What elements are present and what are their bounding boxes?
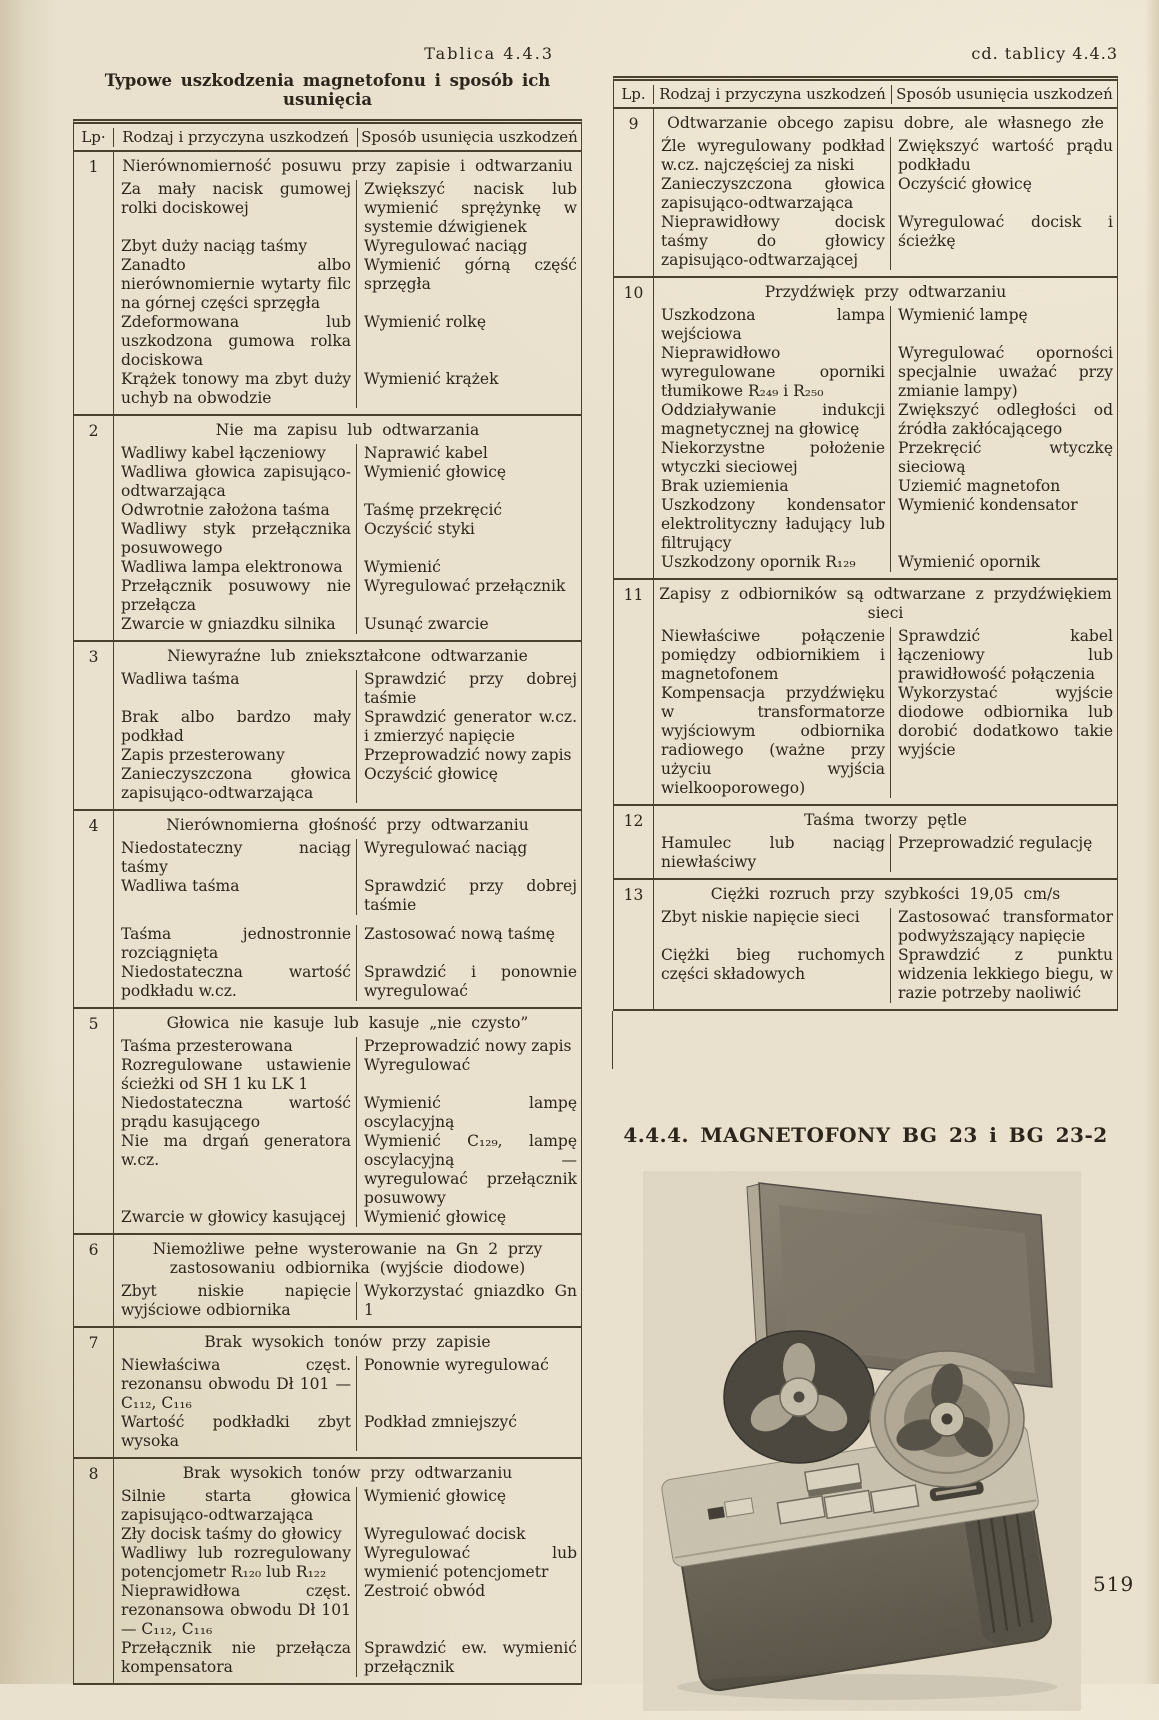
fault-cause: Wadliwa taśma <box>114 670 357 708</box>
cause-remedy-pair <box>654 439 1117 477</box>
row-body <box>114 1459 581 1683</box>
fault-remedy: Wyregulować docisk <box>364 1525 526 1543</box>
fault-remedy: Wymienić kondensator <box>898 496 1078 514</box>
fault-cause: Uszkodzona lampa wejściowa <box>654 306 891 344</box>
table-row <box>74 1457 581 1683</box>
fault-title: Odtwarzanie obcego zapisu dobre, ale własnego złe <box>667 114 1104 132</box>
cause-remedy-pair <box>114 963 581 1001</box>
tape-recorder-photo <box>639 1171 1085 1716</box>
fault-cause: Źle wyregulowany podkład w.cz. najczęściej za niski <box>654 137 891 175</box>
table-row <box>614 578 1117 804</box>
fault-remedy: Zwiększyć nacisk lub wymienić sprężynkę w systemie dźwigienek <box>364 180 577 236</box>
fault-remedy: Wykorzystać gniazdko Gn 1 <box>364 1282 577 1319</box>
cause-remedy-pair <box>114 670 581 708</box>
cause-remedy-pair <box>654 306 1117 344</box>
fault-cause: Zanadto albo nierównomiernie wytarty filc na górnej części sprzęgła <box>114 256 357 313</box>
row-number: 9 <box>614 109 654 276</box>
fault-remedy: Wymienić głowicę <box>364 1487 507 1505</box>
cause-remedy-pair <box>654 344 1117 401</box>
table-row <box>74 640 581 809</box>
fault-cause: Krążek tonowy ma zbyt duży uchyb na obwodzie <box>114 370 357 408</box>
cause-remedy-pair <box>654 684 1117 798</box>
cause-remedy-pair <box>114 1282 581 1320</box>
fault-remedy: Oczyścić styki <box>364 520 475 538</box>
fault-cause: Niedostateczny naciąg taśmy <box>114 839 357 877</box>
fault-remedy: Wyregulować przełącznik <box>364 577 566 595</box>
cause-remedy-pair <box>114 1487 581 1525</box>
table-header-row <box>74 124 581 152</box>
fault-remedy: Wymienić głowicę <box>364 463 507 481</box>
cause-remedy-pair <box>114 520 581 558</box>
row-body <box>654 580 1117 804</box>
table-header-row <box>614 81 1117 109</box>
cause-remedy-pair <box>114 577 581 615</box>
fault-cause: Kompensacja przydźwięku w transformatorze wyjściowym odbiornika radiowego (ważne przy użyciu wyjścia wielkooporowego) <box>654 684 891 798</box>
fault-cause: Zbyt duży naciąg taśmy <box>114 237 357 256</box>
header-cause-column: Rodzaj i przyczyna uszkodzeń <box>114 128 358 147</box>
fault-cause: Wadliwy kabel łączeniowy <box>114 444 357 463</box>
fault-remedy: Wymienić rolkę <box>364 313 486 331</box>
cause-remedy-pair <box>114 1056 581 1094</box>
cause-remedy-pair <box>114 256 581 313</box>
page-number: 519 <box>1093 1572 1135 1596</box>
row-body <box>654 109 1117 276</box>
cause-remedy-pair <box>114 370 581 408</box>
cause-remedy-pair <box>114 444 581 463</box>
row-number: 5 <box>74 1009 114 1233</box>
row-body <box>654 278 1117 578</box>
row-number: 10 <box>614 278 654 578</box>
table-row <box>74 1326 581 1457</box>
fault-cause: Uszkodzony opornik R₁₂₉ <box>654 553 891 572</box>
fault-cause: Nie ma drgań generatora w.cz. <box>114 1132 357 1208</box>
fault-remedy: Wymienić głowicę <box>364 1208 507 1226</box>
fault-cause: Uszkodzony kondensator elektrolityczny ładujący lub filtrujący <box>654 496 891 553</box>
fault-remedy: Zestroić obwód <box>364 1582 486 1600</box>
cause-remedy-pair <box>114 877 581 915</box>
cause-remedy-pair <box>114 1356 581 1413</box>
fault-remedy: Zastosować nową taśmę <box>364 925 555 943</box>
fault-remedy: Wyregulować oporności specjalnie uważać przy zmianie lampy) <box>898 344 1113 400</box>
fault-remedy: Wyregulować <box>364 1056 471 1074</box>
fault-remedy: Podkład zmniejszyć <box>364 1413 517 1431</box>
fault-remedy: Wyregulować naciąg <box>364 839 528 857</box>
page-title: Typowe uszkodzenia magnetofonu i sposób ich usunięcia <box>104 71 551 109</box>
fault-cause: Zbyt niskie napięcie sieci <box>654 908 891 946</box>
fault-remedy: Sprawdzić przy dobrej taśmie <box>364 670 577 707</box>
row-body <box>114 811 581 1007</box>
fault-cause: Zdeformowana lub uszkodzona gumowa rolka dociskowa <box>114 313 357 370</box>
row-number: 4 <box>74 811 114 1007</box>
row-body <box>114 642 581 809</box>
row-body <box>654 880 1117 1009</box>
row-number: 1 <box>74 152 114 414</box>
fault-remedy: Taśmę przekręcić <box>364 501 503 519</box>
fault-cause: Nieprawidłowa częst. rezonansowa obwodu Dł 101 — C₁₁₂, C₁₁₆ <box>114 1582 357 1639</box>
row-body <box>114 1235 581 1326</box>
fault-remedy: Zwiększyć odległości od źródła zakłócającego <box>898 401 1113 438</box>
cause-remedy-pair <box>114 1094 581 1132</box>
fault-title: Ciężki rozruch przy szybkości 19,05 cm/s <box>710 885 1061 903</box>
column-divider <box>612 1011 614 1069</box>
faults-table-right <box>613 76 1118 1011</box>
cause-remedy-pair <box>114 1544 581 1582</box>
table-row <box>614 276 1117 578</box>
cause-remedy-pair <box>654 477 1117 496</box>
fault-remedy: Przeprowadzić nowy zapis <box>364 746 572 764</box>
fault-remedy: Wymienić C₁₂₉, lampę oscylacyjną — wyregulować przełącznik posuwowy <box>364 1132 577 1207</box>
fault-remedy: Naprawić kabel <box>364 444 488 462</box>
fault-remedy: Przeprowadzić nowy zapis <box>364 1037 572 1055</box>
cause-remedy-pair <box>114 708 581 746</box>
row-number: 7 <box>74 1328 114 1457</box>
cause-remedy-pair <box>114 1525 581 1544</box>
fault-cause: Nieprawidłowy docisk taśmy do głowicy zapisująco-odtwarzającej <box>654 213 891 270</box>
cause-remedy-pair <box>654 834 1117 872</box>
fault-title: Zapisy z odbiorników są odtwarzane z przydźwiękiem sieci <box>659 585 1112 622</box>
table-body <box>614 109 1117 1009</box>
table-row <box>614 804 1117 878</box>
cause-remedy-pair <box>654 175 1117 213</box>
left-column <box>73 44 582 1685</box>
table-body <box>74 152 581 1683</box>
header-lp: Lp. <box>614 85 654 104</box>
right-table-caption: cd. tablicy 4.4.3 <box>971 44 1118 63</box>
fault-title: Brak wysokich tonów przy odtwarzaniu <box>182 1464 513 1482</box>
fault-remedy: Wyregulować docisk i ścieżkę <box>898 213 1113 250</box>
fault-remedy: Zwiększyć wartość prądu podkładu <box>898 137 1113 174</box>
header-cause-column: Rodzaj i przyczyna uszkodzeń <box>654 85 892 104</box>
fault-remedy: Sprawdzić z punktu widzenia lekkiego biegu, w razie potrzeby naoliwić <box>898 946 1113 1002</box>
fault-remedy: Usunąć zwarcie <box>364 615 489 633</box>
fault-remedy: Sprawdzić ew. wymienić przełącznik <box>364 1639 577 1676</box>
fault-cause: Niekorzystne położenie wtyczki sieciowej <box>654 439 891 477</box>
faults-table-left <box>73 119 582 1685</box>
cause-remedy-pair <box>114 1582 581 1639</box>
fault-remedy: Sprawdzić kabel łączeniowy lub prawidłowość połączenia <box>898 627 1113 683</box>
fault-cause: Zły docisk taśmy do głowicy <box>114 1525 357 1544</box>
fault-cause: Silnie starta głowica zapisująco-odtwarzająca <box>114 1487 357 1525</box>
fault-remedy: Oczyścić głowicę <box>898 175 1032 193</box>
fault-remedy: Ponownie wyregulować <box>364 1356 549 1374</box>
fault-title: Taśma tworzy pętle <box>804 811 967 829</box>
row-number: 3 <box>74 642 114 809</box>
cause-remedy-pair <box>114 765 581 803</box>
fault-remedy: Wykorzystać wyjście diodowe odbiornika lub dorobić dodatkowo takie wyjście <box>898 684 1113 759</box>
table-row <box>74 1233 581 1326</box>
fault-cause: Przełącznik posuwowy nie przełącza <box>114 577 357 615</box>
fault-remedy: Wymienić krążek <box>364 370 499 388</box>
fault-title: Głowica nie kasuje lub kasuje „nie czysto” <box>166 1014 529 1032</box>
fault-title: Nierównomierność posuwu przy zapisie i odtwarzaniu <box>122 157 573 175</box>
row-number: 11 <box>614 580 654 804</box>
fault-remedy: Przeprowadzić regulację <box>898 834 1093 852</box>
cause-remedy-pair <box>114 925 581 963</box>
fault-cause: Niewłaściwa częst. rezonansu obwodu Dł 101 — C₁₁₂, C₁₁₆ <box>114 1356 357 1413</box>
fault-cause: Oddziaływanie indukcji magnetycznej na głowicę <box>654 401 891 439</box>
fault-cause: Ciężki bieg ruchomych części składowych <box>654 946 891 1003</box>
row-number: 6 <box>74 1235 114 1326</box>
cause-remedy-pair <box>114 746 581 765</box>
table-row <box>74 414 581 640</box>
fault-remedy: Sprawdzić przy dobrej taśmie <box>364 877 577 914</box>
table-row <box>74 1007 581 1233</box>
fault-remedy: Wymienić lampę oscylacyjną <box>364 1094 577 1131</box>
fault-remedy: Zastosować transformator podwyższający napięcie <box>898 908 1113 945</box>
fault-cause: Niedostateczna wartość podkładu w.cz. <box>114 963 357 1001</box>
left-table-caption: Tablica 4.4.3 <box>424 44 554 63</box>
fault-cause: Zwarcie w głowicy kasującej <box>114 1208 357 1227</box>
table-row <box>614 109 1117 276</box>
cause-remedy-pair <box>114 558 581 577</box>
fault-cause: Zwarcie w gniazdku silnika <box>114 615 357 634</box>
cause-remedy-pair <box>114 1208 581 1227</box>
fault-remedy: Sprawdzić generator w.cz. i zmierzyć napięcie <box>364 708 577 745</box>
row-body <box>114 1009 581 1233</box>
cause-remedy-pair <box>114 1037 581 1056</box>
fault-cause: Zanieczyszczona głowica zapisująco-odtwarzająca <box>654 175 891 213</box>
cause-remedy-pair <box>114 237 581 256</box>
table-row <box>74 809 581 1007</box>
fault-remedy: Sprawdzić i ponownie wyregulować <box>364 963 577 1000</box>
row-body <box>114 416 581 640</box>
header-remedy-column: Sposób usunięcia uszkodzeń <box>896 85 1113 103</box>
cause-remedy-pair <box>114 501 581 520</box>
fault-cause: Odwrotnie założona taśma <box>114 501 357 520</box>
fault-remedy: Wymienić górną część sprzęgła <box>364 256 577 293</box>
fault-cause: Nieprawidłowo wyregulowane oporniki tłumikowe R₂₄₉ i R₂₅₀ <box>654 344 891 401</box>
fault-remedy: Wymienić <box>364 558 441 576</box>
row-body <box>654 806 1117 878</box>
cause-remedy-pair <box>654 401 1117 439</box>
fault-cause: Zapis przesterowany <box>114 746 357 765</box>
fault-remedy: Oczyścić głowicę <box>364 765 498 783</box>
fault-remedy: Wymienić opornik <box>898 553 1041 571</box>
fault-cause: Zanieczyszczona głowica zapisująco-odtwarzająca <box>114 765 357 803</box>
fault-cause: Za mały nacisk gumowej rolki dociskowej <box>114 180 357 237</box>
cause-remedy-pair <box>114 313 581 370</box>
cause-remedy-pair <box>654 553 1117 572</box>
cause-remedy-pair <box>114 463 581 501</box>
cause-remedy-pair <box>114 1132 581 1208</box>
cause-remedy-pair <box>114 839 581 877</box>
fault-cause: Wartość podkładki zbyt wysoka <box>114 1413 357 1451</box>
fault-remedy: Przekręcić wtyczkę sieciową <box>898 439 1113 476</box>
halftone-grain <box>643 1171 1081 1711</box>
fault-remedy: Wyregulować lub wymienić potencjometr <box>364 1544 577 1581</box>
fault-title: Niemożliwe pełne wysterowanie na Gn 2 przy zastosowaniu odbiornika (wyjście diodowe) <box>152 1240 543 1277</box>
fault-cause: Taśma przesterowana <box>114 1037 357 1056</box>
fault-cause: Wadliwa głowica zapisująco-odtwarzająca <box>114 463 357 501</box>
table-row <box>614 878 1117 1009</box>
fault-cause: Brak uziemienia <box>654 477 891 496</box>
row-number: 2 <box>74 416 114 640</box>
fault-title: Niewyraźne lub zniekształcone odtwarzanie <box>167 647 528 665</box>
table-row <box>74 152 581 414</box>
right-column <box>613 44 1118 1716</box>
cause-remedy-pair <box>654 946 1117 1003</box>
row-number: 8 <box>74 1459 114 1683</box>
fault-cause: Zbyt niskie napięcie wyjściowe odbiornika <box>114 1282 357 1320</box>
fault-cause: Przełącznik nie przełącza kompensatora <box>114 1639 357 1677</box>
cause-remedy-pair <box>654 137 1117 175</box>
tape-recorder-illustration <box>639 1171 1085 1716</box>
fault-cause: Brak albo bardzo mały podkład <box>114 708 357 746</box>
cause-remedy-pair <box>654 496 1117 553</box>
fault-remedy: Uziemić magnetofon <box>898 477 1061 495</box>
section-heading: 4.4.4. MAGNETOFONY BG 23 i BG 23-2 <box>623 1123 1108 1147</box>
cause-remedy-pair <box>654 627 1117 684</box>
cause-remedy-pair <box>654 908 1117 946</box>
fault-remedy: Wymienić lampę <box>898 306 1028 324</box>
fault-cause: Wadliwa taśma <box>114 877 357 915</box>
cause-remedy-pair <box>114 1413 581 1451</box>
row-number: 13 <box>614 880 654 1009</box>
fault-cause: Niedostateczna wartość prądu kasującego <box>114 1094 357 1132</box>
row-number: 12 <box>614 806 654 878</box>
fault-title: Przydźwięk przy odtwarzaniu <box>764 283 1007 301</box>
fault-cause: Niewłaściwe połączenie pomiędzy odbiornikiem i magnetofonem <box>654 627 891 684</box>
fault-title: Nierównomierna głośność przy odtwarzaniu <box>166 816 529 834</box>
fault-cause: Hamulec lub naciąg niewłaściwy <box>654 834 891 872</box>
header-remedy-column: Sposób usunięcia uszkodzeń <box>361 128 578 146</box>
fault-cause: Taśma jednostronnie rozciągnięta <box>114 925 357 963</box>
header-lp: Lp· <box>74 128 114 147</box>
fault-cause: Wadliwa lampa elektronowa <box>114 558 357 577</box>
fault-title: Brak wysokich tonów przy zapisie <box>204 1333 491 1351</box>
fault-cause: Wadliwy styk przełącznika posuwowego <box>114 520 357 558</box>
fault-remedy: Wyregulować naciąg <box>364 237 528 255</box>
fault-cause: Rozregulowane ustawienie ścieżki od SH 1 ku LK 1 <box>114 1056 357 1094</box>
cause-remedy-pair <box>654 213 1117 270</box>
fault-title: Nie ma zapisu lub odtwarzania <box>215 421 480 439</box>
cause-remedy-pair <box>114 615 581 634</box>
row-body <box>114 1328 581 1457</box>
cause-remedy-pair <box>114 1639 581 1677</box>
fault-cause: Wadliwy lub rozregulowany potencjometr R₁₂₀ lub R₁₂₂ <box>114 1544 357 1582</box>
cause-remedy-pair <box>114 180 581 237</box>
row-body <box>114 152 581 414</box>
